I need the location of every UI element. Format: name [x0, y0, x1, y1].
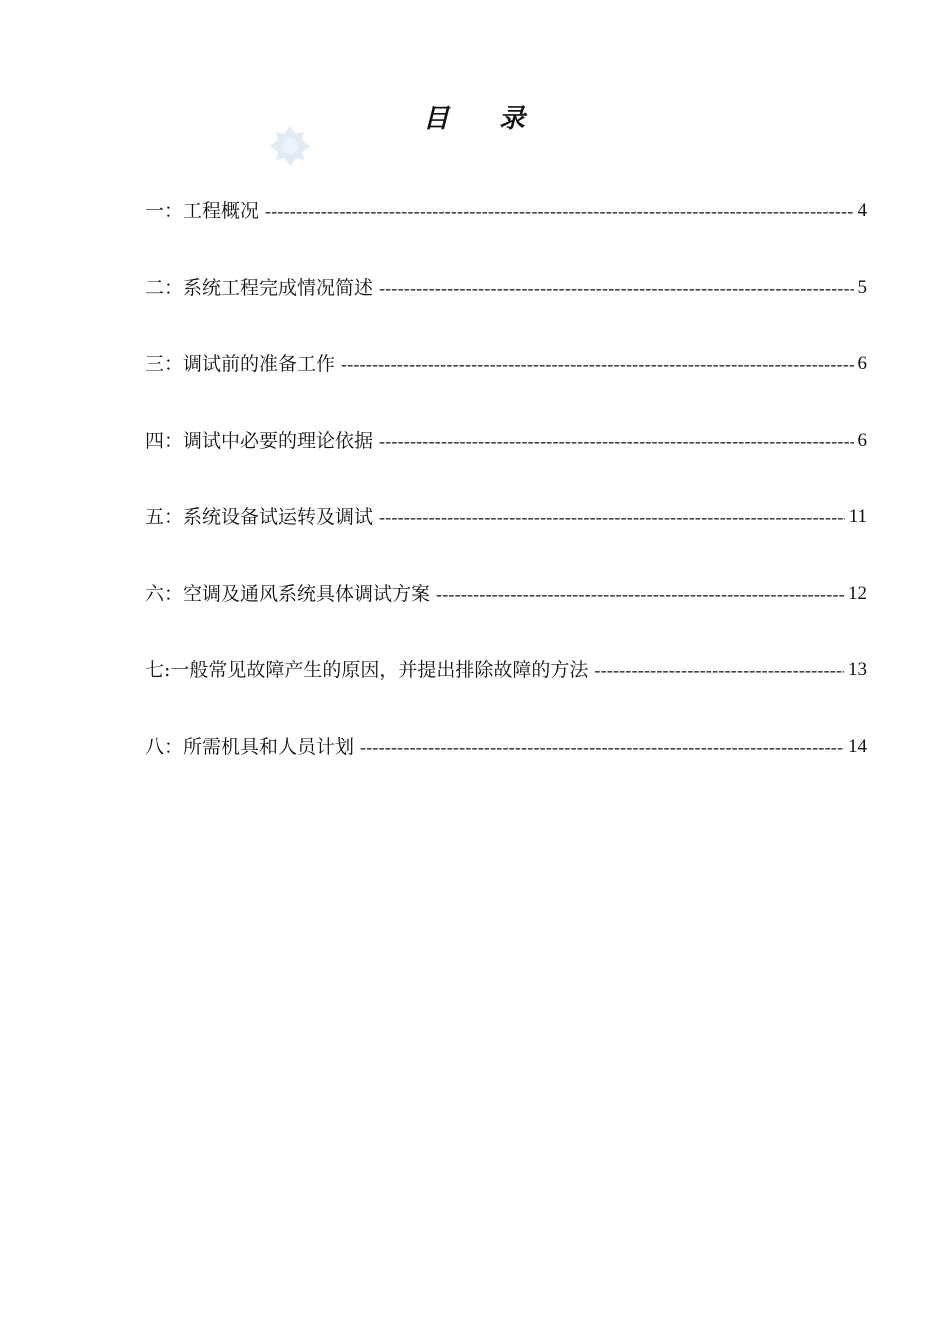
toc-entry[interactable]	[145, 196, 867, 273]
toc-leader	[379, 426, 853, 456]
toc-page-number: 6	[857, 353, 867, 374]
toc-leader	[379, 502, 845, 532]
toc-entry[interactable]	[145, 579, 867, 656]
toc-entry[interactable]	[145, 349, 867, 426]
toc-leader	[594, 655, 844, 685]
toc-leader	[379, 273, 853, 303]
toc-page-number: 4	[857, 200, 867, 221]
toc-title-char-2: 录	[499, 104, 528, 134]
toc-entry[interactable]	[145, 273, 867, 350]
toc-entry-label: 七:一般常见故障产生的原因，并提出排除故障的方法	[145, 659, 589, 681]
toc-page-number: 5	[857, 276, 867, 298]
toc-page-number: 14	[848, 735, 867, 757]
toc-entry[interactable]	[145, 655, 867, 732]
toc-entry-label: 五：系统设备试运转及调试	[145, 506, 374, 528]
toc-entry-label: 四：调试中必要的理论依据	[145, 429, 374, 452]
toc-leader	[341, 349, 853, 379]
toc-entry[interactable]	[145, 426, 867, 503]
toc-page-number: 13	[848, 659, 867, 680]
toc-title	[0, 98, 950, 138]
toc-page-number: 12	[848, 582, 867, 604]
toc-leader	[360, 732, 844, 762]
toc-page-number: 6	[857, 429, 867, 451]
toc-entry-label: 二：系统工程完成情况简述	[145, 276, 374, 299]
toc-entry-label: 三：调试前的准备工作	[145, 353, 336, 375]
toc-entry[interactable]	[145, 732, 867, 809]
toc-entry[interactable]	[145, 502, 867, 579]
toc-leader	[436, 579, 844, 609]
table-of-contents	[145, 196, 867, 808]
toc-leader	[265, 196, 853, 226]
toc-page-number: 11	[848, 506, 867, 527]
toc-title-char-1: 目	[422, 104, 451, 134]
toc-entry-label: 六：空调及通风系统具体调试方案	[145, 582, 431, 605]
toc-entry-label: 一：工程概况	[145, 200, 260, 222]
toc-entry-label: 八：所需机具和人员计划	[145, 735, 355, 758]
